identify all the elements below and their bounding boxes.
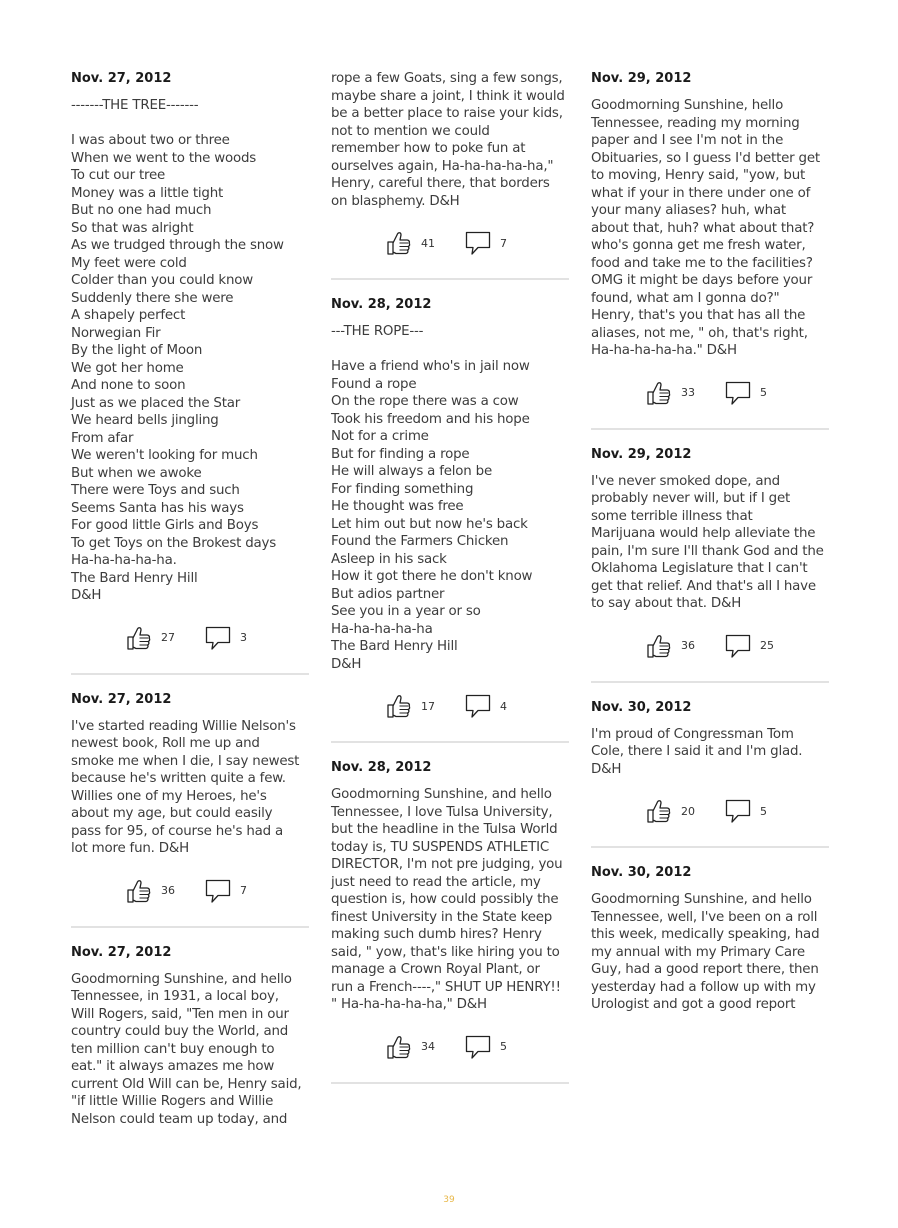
post-date: Nov. 28, 2012 [331, 760, 432, 775]
post [331, 759, 569, 1084]
thumbs-up-icon [386, 1034, 412, 1060]
thumbs-up-icon [386, 693, 412, 719]
post [591, 699, 829, 849]
like-button[interactable] [126, 878, 175, 904]
like-count: 34 [421, 1040, 435, 1053]
comment-bubble-icon [725, 380, 751, 406]
comment-count: 3 [240, 631, 247, 644]
post-divider [331, 1082, 569, 1084]
like-count: 41 [421, 236, 435, 250]
post [591, 446, 829, 683]
like-button[interactable] [646, 633, 695, 659]
comment-bubble-icon [725, 633, 751, 659]
column-3 [591, 70, 829, 1014]
post [71, 944, 309, 1129]
comment-button[interactable] [205, 625, 247, 651]
post-date: Nov. 27, 2012 [71, 944, 172, 960]
post [591, 70, 829, 430]
post-date: Nov. 30, 2012 [591, 699, 692, 715]
post-divider [591, 428, 829, 430]
post-body: Goodmorning Sunshine, and hello Tennessee, well, I've been on a roll this week, medically speaking, had my annual with my Primary Care Guy, had a good report there, then yesterday had a follow up with my Urologist and got a good report [591, 892, 820, 1012]
comment-button[interactable] [465, 693, 507, 719]
post-date: Nov. 29, 2012 [591, 71, 692, 86]
column-1 [71, 70, 309, 1128]
thumbs-up-icon [126, 878, 152, 904]
comment-count: 5 [760, 804, 767, 818]
post-divider [71, 926, 309, 928]
like-count: 27 [161, 631, 175, 644]
post-divider [71, 673, 309, 675]
post-body: ---THE ROPE--- Have a friend who's in jail now Found a rope On the rope there was a cow Took his freedom and his hope Not for a crime But for finding a rope He will always a felon be For finding something He thought was free Let him out but now he's back Found the Farmers Chicken Asleep in his sack How it got there he don't know But adios partner See you in a year or so Ha-ha-ha-ha-ha The Bard Henry Hill D&H [331, 324, 533, 672]
post-actions [591, 778, 829, 846]
post-date: Nov. 27, 2012 [71, 71, 172, 86]
thumbs-up-icon [646, 380, 672, 406]
post-actions [591, 613, 829, 681]
like-button[interactable] [386, 693, 435, 719]
comment-button[interactable] [725, 633, 774, 659]
comment-count: 5 [500, 1040, 507, 1053]
post-actions [331, 1014, 569, 1082]
comment-bubble-icon [465, 693, 491, 719]
comment-button[interactable] [465, 1034, 507, 1060]
like-count: 36 [681, 639, 695, 652]
post [71, 691, 309, 928]
post-date: Nov. 30, 2012 [591, 865, 692, 880]
comment-count: 7 [240, 884, 247, 897]
post-divider [331, 741, 569, 743]
comment-count: 25 [760, 639, 774, 652]
like-count: 33 [681, 386, 695, 399]
post-continuation [331, 70, 569, 280]
page-number: 39 [443, 1195, 455, 1205]
comment-button[interactable] [725, 380, 767, 406]
post [71, 70, 309, 675]
like-count: 36 [161, 884, 175, 897]
post-body: Goodmorning Sunshine, and hello Tennessee, in 1931, a local boy, Will Rogers, said, "Ten men in our country could buy the World, and ten million can't buy enough to eat." it always amazes me how current Old Will can be, Henry said, "if little Willie Rogers and Willie Nelson could team up today, and [71, 971, 302, 1127]
comment-bubble-icon [465, 230, 491, 256]
post-date: Nov. 28, 2012 [331, 297, 432, 312]
post [591, 864, 829, 1014]
thumbs-up-icon [646, 633, 672, 659]
post-body: Goodmorning Sunshine, and hello Tennessee, I love Tulsa University, but the headline in the Tulsa World today is, TU SUSPENDS ATHLETIC DIRECTOR, I'm not pre judging, you just need to read the article, my question is, how could possibly the finest University in the State keep making such dumb hires? Henry said, " yow, that's like hiring you to manage a Crown Royal Plant, or run a French----," SHUT UP HENRY!! " Ha-ha-ha-ha-ha," D&H [331, 787, 563, 1012]
post-divider [591, 846, 829, 848]
post-actions [71, 605, 309, 673]
post-body: Goodmorning Sunshine, hello Tennessee, reading my morning paper and I see I'm not in the Obituaries, so I guess I'd better get to moving, Henry said, "yow, but what if your in there under one of your many aliases? huh, what about that, huh? what about that? who's gonna get me fresh water, food and take me to the facilities? OMG it might be days before your found, what am I gonna do?" Henry, that's you that has all the aliases, not me, " oh, that's right, Ha-ha-ha-ha-ha." D&H [591, 98, 820, 358]
column-2 [331, 70, 569, 1100]
post-divider [331, 278, 569, 280]
comment-count: 5 [760, 386, 767, 399]
like-count: 20 [681, 804, 695, 818]
comment-button[interactable] [205, 878, 247, 904]
thumbs-up-icon [386, 230, 412, 256]
post-body: I've never smoked dope, and probably never will, but if I get some terrible illness that Marijuana would help alleviate the pain, I'm sure I'll thank God and the Oklahoma Legislature that I can't get that relief. And that's all I have to say about that. D&H [591, 473, 824, 611]
post-body: I've started reading Willie Nelson's newest book, Roll me up and smoke me when I die, I say newest because he's written quite a few. Willies one of my Heroes, he's about my age, but could easily pass for 95, of course he's had a lot more fun. D&H [71, 718, 300, 856]
comment-count: 7 [500, 236, 507, 250]
like-button[interactable] [386, 1034, 435, 1060]
comment-bubble-icon [465, 1034, 491, 1060]
post-body: I'm proud of Congressman Tom Cole, there I said it and I'm glad. D&H [591, 726, 803, 777]
like-button[interactable] [386, 230, 435, 256]
post-date: Nov. 27, 2012 [71, 691, 172, 707]
like-button[interactable] [126, 625, 175, 651]
comment-button[interactable] [725, 798, 767, 824]
post [331, 296, 569, 743]
comment-bubble-icon [205, 878, 231, 904]
comment-button[interactable] [465, 230, 507, 256]
comment-bubble-icon [205, 625, 231, 651]
post-actions [331, 210, 569, 278]
comment-count: 4 [500, 699, 507, 713]
like-count: 17 [421, 699, 435, 713]
post-body: rope a few Goats, sing a few songs, maybe share a joint, I think it would be a better place to raise your kids, not to mention we could remember how to poke fun at ourselves again, Ha-ha-ha-ha-ha," Henry, careful there, that borders on blasphemy. D&H [331, 71, 565, 209]
post-actions [331, 673, 569, 741]
like-button[interactable] [646, 798, 695, 824]
post-actions [591, 360, 829, 428]
comment-bubble-icon [725, 798, 751, 824]
post-date: Nov. 29, 2012 [591, 446, 692, 462]
post-divider [591, 681, 829, 683]
post-body: -------THE TREE------- I was about two or three When we went to the woods To cut our tree Money was a little tight But no one had much So that was alright As we trudged through the snow My feet were cold Colder than you could know Suddenly there she were A shapely perfect Norwegian Fir By the light of Moon We got her home And none to soon Just as we placed the Star We heard bells jingling From afar We weren't looking for much But when we awoke There were Toys and such Seems Santa has his ways For good little Girls and Boys To get Toys on the Brokest days Ha-ha-ha-ha-ha. The Bard Henry Hill D&H [71, 98, 284, 603]
post-actions [71, 858, 309, 926]
like-button[interactable] [646, 380, 695, 406]
thumbs-up-icon [646, 798, 672, 824]
thumbs-up-icon [126, 625, 152, 651]
